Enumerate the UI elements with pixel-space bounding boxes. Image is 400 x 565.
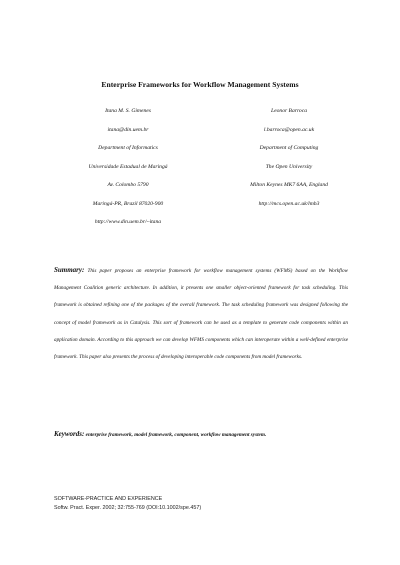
author-institution: Universidade Estadual de Maringá — [88, 163, 168, 170]
keywords-label: Keywords: — [54, 430, 85, 438]
author-street: Av. Colombo 5790 — [107, 182, 149, 188]
abstract-label: Summary: — [54, 266, 85, 274]
author-street: Milton Keynes MK7 6AA, England — [250, 182, 328, 188]
author-department: Department of Computing — [259, 145, 319, 151]
abstract-text: This paper proposes an enterprise framework for workflow management systems (WFMS) based on the Workflow Management Coalition generic architecture. In addition, it presents one smaller object-oriented framework for task scheduling. This framework is obtained refining one of the packages of the overall framework. The task scheduling framework was designed following the concept of model framework as in Catalysis. This sort of framework can be used as a template to generate code components within an application domain. According to this approach we can develop WFMS components which can interoperate within a well-defined enterprise framework. This paper also presents the process of developing interoperable code components from model frameworks. — [54, 268, 349, 361]
journal-citation: Softw. Pract. Exper. 2002; 32:755-769 (DOI:10.1002/spe.457) — [54, 504, 202, 511]
author-url: http://mcs.open.ac.uk/lmb3 — [258, 200, 320, 207]
author-institution: The Open University — [265, 163, 313, 170]
abstract — [54, 262, 348, 366]
author-url: http://www.din.uem.br/~itana — [94, 219, 162, 225]
author-email: itana@din.uem.br — [107, 126, 149, 133]
author-name: Leonor Barroca — [271, 108, 307, 114]
author-name: Itana M. S. Gimenes — [105, 108, 151, 114]
journal-info — [54, 495, 354, 512]
author-department: Department of Informatics — [98, 145, 158, 151]
keywords-text: enterprise framework, model framework, component, workflow management system. — [85, 432, 267, 438]
author-block-1 — [43, 108, 213, 238]
author-city: Maringá-PR, Brazil 87020-900 — [92, 200, 164, 207]
journal-name: SOFTWARE-PRACTICE AND EXPERIENCE — [54, 496, 163, 502]
author-email: l.barroca@open.ac.uk — [263, 126, 315, 133]
paper-title: Enterprise Frameworks for Workflow Management Systems — [101, 80, 299, 89]
keywords — [54, 426, 348, 444]
author-block-2 — [204, 108, 374, 219]
